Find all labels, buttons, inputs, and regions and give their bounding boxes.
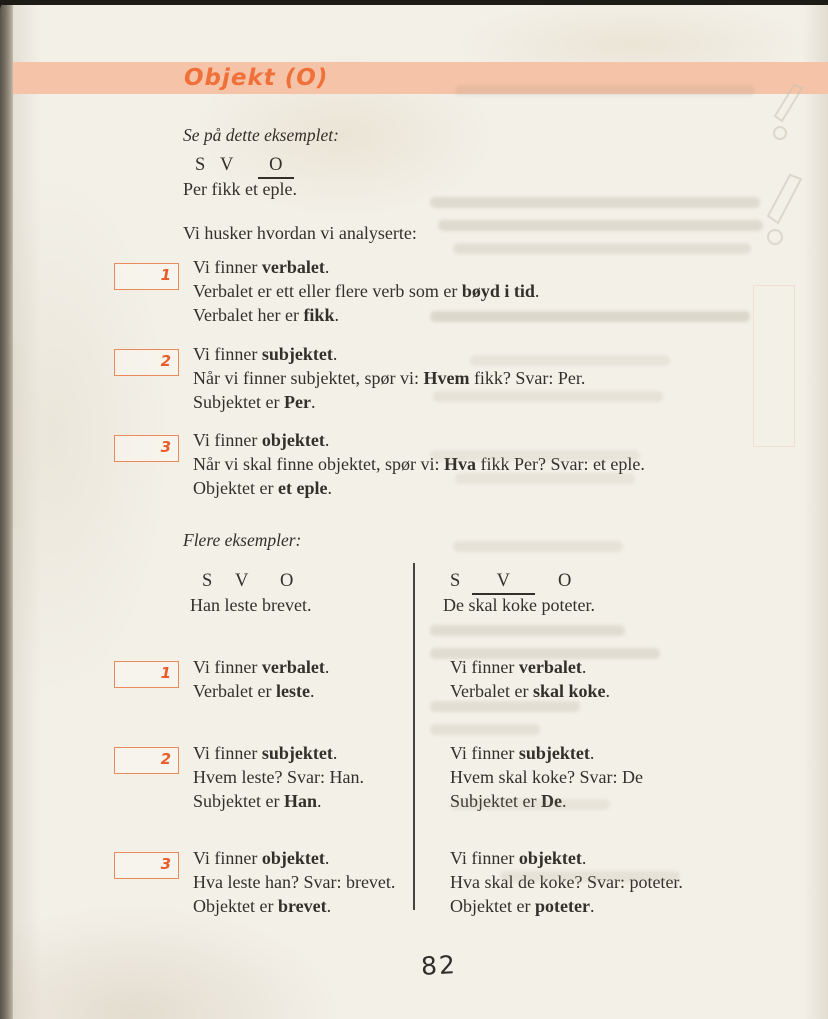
- text-line: Vi finner verbalet.: [193, 257, 330, 277]
- step-text-left: [193, 846, 395, 918]
- bleedthrough-smudge: [470, 355, 670, 366]
- text-line: Når vi skal finne objektet, spør vi: Hva fikk Per? Svar: et eple.: [193, 454, 645, 474]
- text-line: Verbalet er ett eller flere verb som er bøyd i tid.: [193, 281, 540, 301]
- text-line: Vi finner verbalet.: [193, 657, 330, 677]
- svo-labels-left: S V O: [202, 571, 294, 591]
- step-text-block: [193, 342, 585, 414]
- step-number: 1: [160, 266, 171, 284]
- bleedthrough-smudge: [430, 648, 660, 659]
- page-title: Objekt (O): [184, 65, 329, 91]
- step-number-box: [114, 435, 179, 462]
- scan-edge: [0, 0, 828, 5]
- text-line: Vi finner verbalet.: [450, 657, 587, 677]
- example-sentence-left: Han leste brevet.: [190, 595, 312, 615]
- text-line: Vi finner objektet.: [193, 430, 330, 450]
- examples-heading: Flere eksempler:: [183, 530, 302, 550]
- page-surface: [13, 5, 828, 1019]
- step-text-right: [450, 655, 610, 703]
- book-spine-edge: [0, 0, 13, 1019]
- text-line: Objektet er brevet.: [193, 896, 332, 916]
- intro-recall: Vi husker hvordan vi analyserte:: [183, 223, 417, 243]
- text-line: Vi finner objektet.: [193, 848, 330, 868]
- text-line: Når vi finner subjektet, spør vi: Hvem fikk? Svar: Per.: [193, 368, 586, 388]
- bleedthrough-smudge: [450, 799, 610, 810]
- bleedthrough-smudge: [430, 311, 750, 322]
- bleedthrough-smudge: [430, 450, 640, 461]
- bleedthrough-box: [753, 285, 795, 447]
- bleedthrough-smudge: [430, 724, 540, 735]
- step-text-block: [193, 428, 645, 500]
- exclamation-bleed-icon: [763, 173, 805, 249]
- step-number: 2: [160, 352, 171, 370]
- page-number: 82: [420, 950, 458, 981]
- bleedthrough-smudge: [455, 473, 635, 484]
- bleedthrough-smudge: [430, 197, 760, 208]
- intro-sentence: Per fikk et eple.: [183, 179, 297, 199]
- bleedthrough-smudge: [430, 625, 625, 636]
- text-line: Vi finner subjektet.: [193, 344, 338, 364]
- text-line: Subjektet er Per.: [193, 392, 316, 412]
- text-line: Hva leste han? Svar: brevet.: [193, 872, 396, 892]
- step-text-right: [450, 846, 683, 918]
- svo-labels-intro: S V O: [195, 155, 294, 179]
- text-line: Hvem leste? Svar: Han.: [193, 767, 364, 787]
- text-line: Hva skal de koke? Svar: poteter.: [450, 872, 683, 892]
- text-line: Vi finner objektet.: [450, 848, 587, 868]
- intro-lead: Se på dette eksemplet:: [183, 125, 339, 145]
- bleedthrough-smudge: [455, 85, 755, 96]
- text-line: Objektet er et eple.: [193, 478, 332, 498]
- exclamation-bleed-icon: [770, 83, 806, 145]
- step-number: 2: [160, 750, 171, 768]
- bleedthrough-smudge: [433, 391, 663, 402]
- text-line: Subjektet er De.: [450, 791, 567, 811]
- step-text-left: [193, 655, 329, 703]
- step-number: 1: [160, 664, 171, 682]
- text-line: Subjektet er Han.: [193, 791, 322, 811]
- text-line: Verbalet er leste.: [193, 681, 315, 701]
- step-number-box: [114, 263, 179, 290]
- step-number: 3: [160, 438, 171, 456]
- text-line: Objektet er poteter.: [450, 896, 595, 916]
- text-line: Verbalet er skal koke.: [450, 681, 610, 701]
- step-number-box: [114, 747, 179, 774]
- step-number-box: [114, 349, 179, 376]
- bleedthrough-smudge: [430, 701, 580, 712]
- text-line: Vi finner subjektet.: [450, 743, 595, 763]
- bleedthrough-smudge: [438, 220, 763, 231]
- step-number-box: [114, 852, 179, 879]
- text-line: Hvem skal koke? Svar: De: [450, 767, 643, 787]
- text-line: Vi finner subjektet.: [193, 743, 338, 763]
- text-line: Verbalet her er fikk.: [193, 305, 339, 325]
- step-text-left: [193, 741, 364, 813]
- example-sentence-right: De skal koke poteter.: [443, 595, 595, 615]
- svo-labels-right: S V O: [450, 571, 572, 595]
- bleedthrough-smudge: [453, 243, 751, 254]
- step-number: 3: [160, 855, 171, 873]
- step-number-box: [114, 661, 179, 688]
- column-divider: [413, 563, 415, 910]
- bleedthrough-smudge: [453, 541, 623, 552]
- bleedthrough-smudge: [500, 871, 680, 882]
